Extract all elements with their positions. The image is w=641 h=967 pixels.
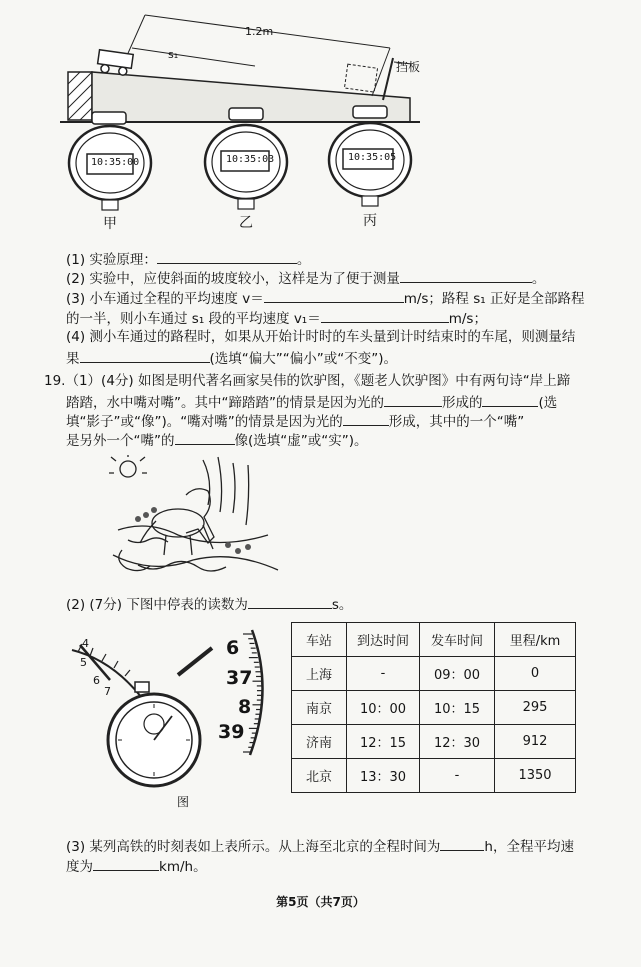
cell-departure: 12：30 [420, 725, 495, 759]
q19-part2: (2) (7分) 下图中停表的读数为 s。 [66, 594, 352, 614]
watch-label-bing: 丙 [363, 213, 377, 229]
q19-blank4[interactable] [175, 430, 235, 445]
q19-blank7[interactable] [93, 856, 159, 871]
cell-station: 济南 [292, 725, 347, 759]
cell-distance: 295 [495, 691, 576, 725]
watch-time-bing: 10:35:05 [348, 152, 397, 163]
inner-scale-4: 4 [82, 637, 89, 650]
q18-part1: (1) 实验原理： 。 [66, 249, 310, 269]
cell-departure: 09：00 [420, 657, 495, 691]
outer-scale-37: 37 [226, 667, 253, 689]
q18-part4-line1: (4) 测小车通过的路程时，如果从开始计时时的车头量到计时结束时的车尾，则测量结 [66, 329, 576, 345]
q18-blank5[interactable] [80, 348, 210, 363]
q19-part1-line2: 踏踏，水中嘴对嘴”。其中“蹄踏踏”的情景是因为光的 形成的 (选 [66, 392, 557, 412]
q18-part4-line2: 果 (选填“偏大”“偏小”或“不变”)。 [66, 348, 397, 368]
q19-part1-line4: 是另外一个“嘴”的 像(选填“虚”或“实”)。 [66, 430, 368, 450]
table-row [292, 691, 576, 725]
q18-blank3[interactable] [264, 288, 404, 303]
distance-label: 1.2m [245, 25, 274, 38]
cell-departure: - [420, 759, 495, 793]
inner-scale-6: 6 [93, 674, 100, 687]
table-header-row [292, 623, 576, 657]
watch-label-jia: 甲 [103, 216, 117, 232]
train-timetable [291, 622, 576, 793]
page-footer: 第5页（共7页） [276, 895, 365, 909]
q19-part3-line2: 度为 km/h。 [66, 856, 207, 876]
cell-station: 南京 [292, 691, 347, 725]
cell-arrival: 10：00 [347, 691, 420, 725]
table-row [292, 725, 576, 759]
cell-arrival: 13：30 [347, 759, 420, 793]
q18-blank4[interactable] [321, 308, 449, 323]
outer-scale-39: 39 [218, 721, 245, 743]
q19-part3-line1: (3) 某列高铁的时刻表如上表所示。从上海至北京的全程时间为 h，全程平均速 [66, 836, 574, 856]
cell-distance: 912 [495, 725, 576, 759]
barrier-label: 挡板 [396, 60, 421, 74]
q18-blank1[interactable] [157, 249, 297, 264]
q19-part1-line1: 19.（1）(4分) 如图是明代著名画家吴伟的饮驴图，《题老人饮驴图》中有两句诗“岸上蹄 [44, 373, 571, 389]
incline-figure [0, 0, 641, 240]
q19-blank3[interactable] [343, 411, 389, 426]
watch-time-jia: 10:35:00 [91, 157, 140, 168]
q18-part3-line1: (3) 小车通过全程的平均速度 v＝ m/s；路程 s₁ 正好是全部路程 [66, 288, 584, 308]
q19-blank6[interactable] [440, 836, 484, 851]
inner-scale-5: 5 [80, 656, 87, 669]
header-distance: 里程/km [495, 623, 576, 657]
q19-blank1[interactable] [384, 392, 442, 407]
q18-part2: (2) 实验中，应使斜面的坡度较小，这样是为了便于测量 。 [66, 268, 545, 288]
header-arrival: 到达时间 [347, 623, 420, 657]
q19-part1-line3: 填“影子”或“像”)。“嘴对嘴”的情景是因为光的 形成，其中的一个“嘴” [66, 411, 524, 431]
drinking-donkey-painting [108, 455, 283, 585]
table-row [292, 657, 576, 691]
cell-distance: 0 [495, 657, 576, 691]
header-departure: 发车时间 [420, 623, 495, 657]
watch-label-yi: 乙 [239, 215, 253, 231]
q18-part3-line2: 的一半，则小车通过 s₁ 段的平均速度 v₁＝ m/s； [66, 308, 487, 328]
cell-station: 北京 [292, 759, 347, 793]
inner-scale-7: 7 [104, 685, 111, 698]
q18-blank2[interactable] [400, 268, 532, 283]
header-station: 车站 [292, 623, 347, 657]
cell-departure: 10：15 [420, 691, 495, 725]
watch-time-yi: 10:35:03 [226, 154, 275, 165]
cart [96, 50, 133, 77]
s1-label: s₁ [168, 48, 179, 61]
table-row [292, 759, 576, 793]
q19-blank2[interactable] [482, 392, 538, 407]
outer-scale-8: 8 [238, 696, 252, 718]
cell-distance: 1350 [495, 759, 576, 793]
outer-scale-6: 6 [226, 637, 240, 659]
stopwatch-caption: 图 [177, 795, 190, 809]
cell-station: 上海 [292, 657, 347, 691]
q19-blank5[interactable] [248, 594, 332, 609]
cell-arrival: 12：15 [347, 725, 420, 759]
cell-arrival: - [347, 657, 420, 691]
